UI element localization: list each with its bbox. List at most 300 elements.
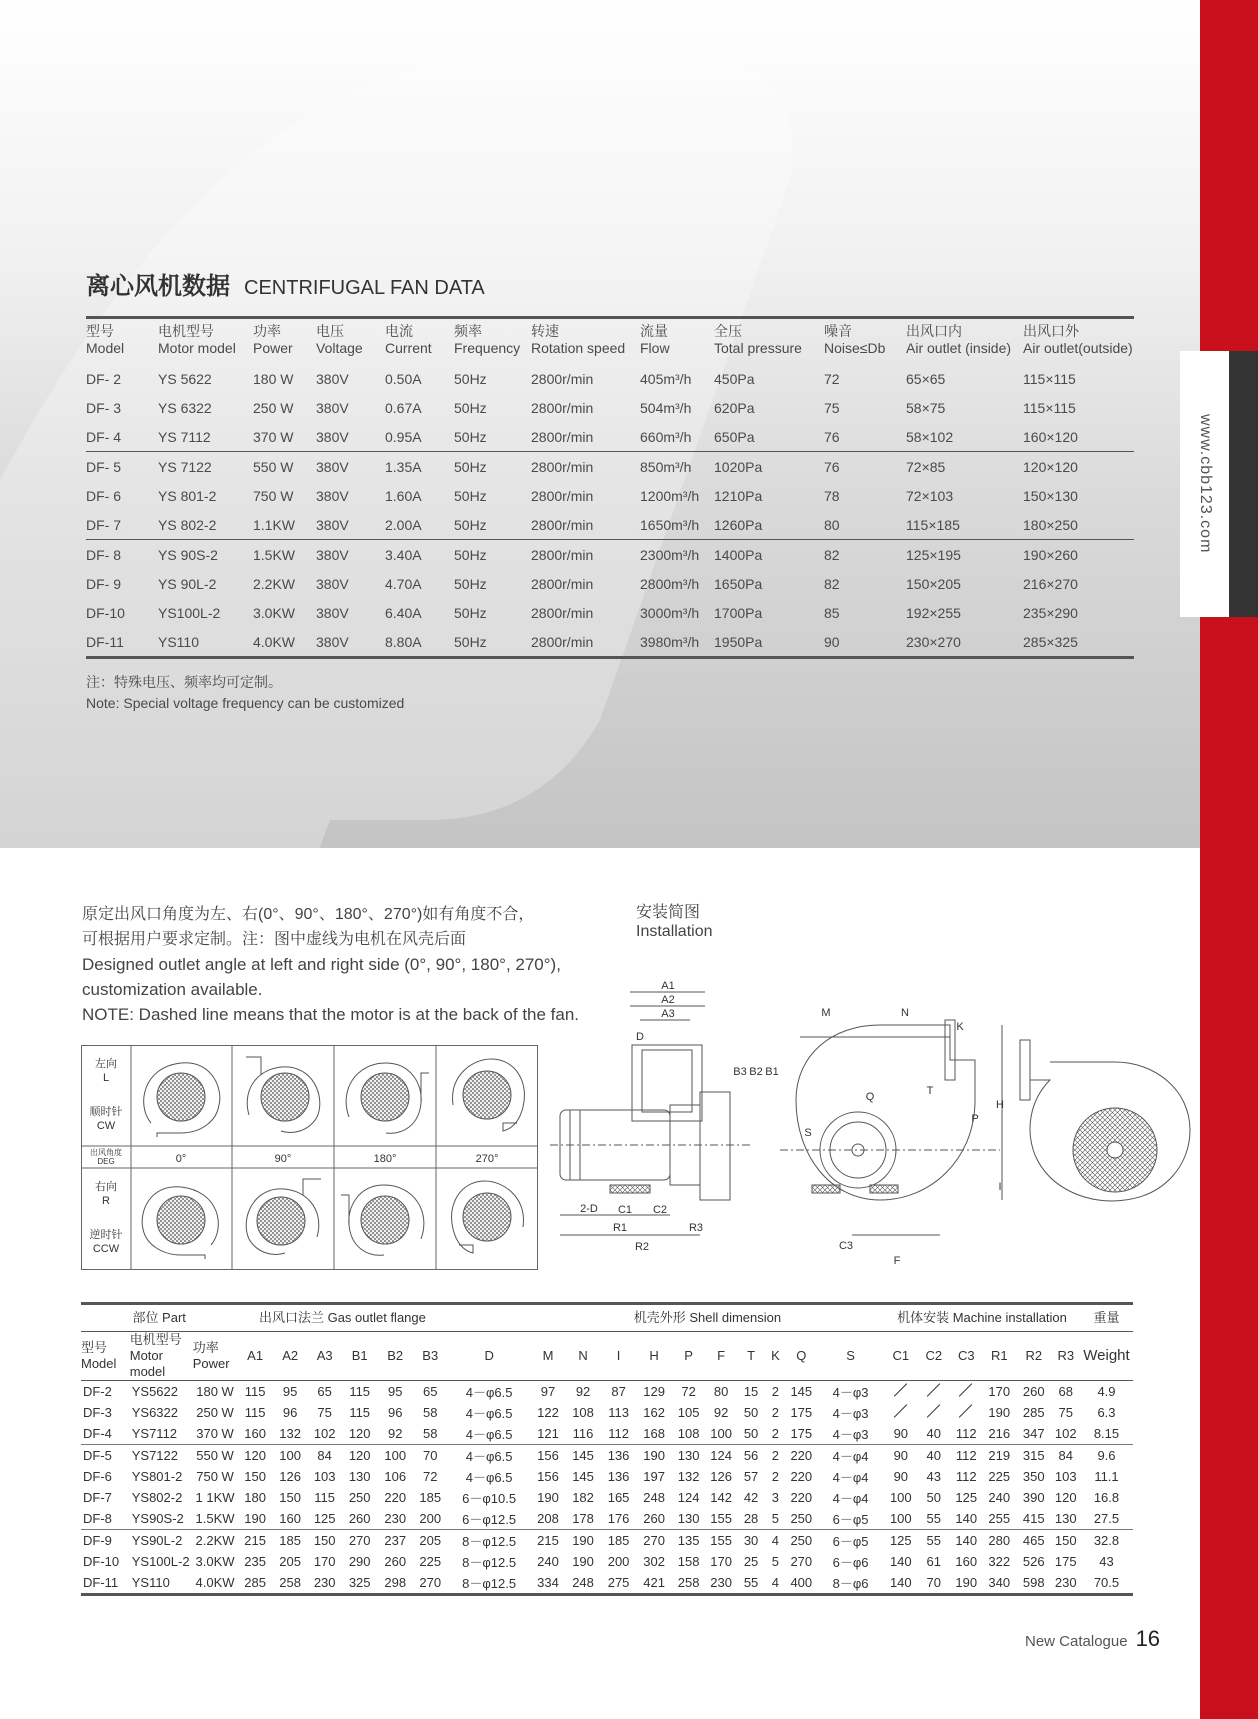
table-cell: 115×185	[906, 510, 1023, 540]
table-cell: 235	[244, 1554, 266, 1569]
dim-c3: C3	[838, 1240, 854, 1252]
table-cell: 150	[313, 1533, 336, 1548]
table-cell: 5	[771, 1554, 780, 1569]
table-cell: 8.15	[1080, 1423, 1133, 1445]
table-cell: 350	[1022, 1469, 1045, 1484]
table-cell: 200	[413, 1508, 448, 1530]
table-cell: 347	[1016, 1423, 1052, 1445]
table-row	[86, 393, 1134, 422]
table-cell: 258	[273, 1572, 308, 1595]
dim-r3: R3	[688, 1222, 704, 1234]
table-cell: DF- 8	[86, 546, 121, 563]
table-cell: 2800r/min	[531, 487, 594, 504]
dim-b1: B1	[765, 1066, 779, 1078]
table-cell: 302	[643, 1554, 665, 1569]
table-cell: 120	[342, 1423, 378, 1445]
table-row	[86, 627, 1134, 658]
table-cell: 270	[348, 1533, 371, 1548]
dim-a3: A3	[661, 1008, 675, 1020]
table-cell: 2	[771, 1405, 780, 1420]
table-row	[86, 569, 1134, 598]
table-cell: DF- 6	[86, 487, 121, 504]
table-cell: YS802-2	[131, 1490, 183, 1505]
table-cell: 50Hz	[454, 458, 487, 475]
table-cell: 250	[786, 1508, 817, 1530]
table-cell: 176	[601, 1508, 637, 1530]
table-cell: 4	[771, 1533, 780, 1548]
table-cell: 140	[950, 1508, 982, 1530]
table-cell: YS 802-2	[158, 510, 253, 540]
table-row	[81, 1445, 1133, 1467]
table-cell: 150	[279, 1490, 301, 1505]
table-cell: 50Hz	[454, 422, 531, 452]
table-cell: 92	[575, 1384, 591, 1399]
table-cell: 258	[672, 1572, 706, 1595]
table-cell: 4－φ6.5	[465, 1385, 513, 1400]
table-cell: 72	[423, 1469, 438, 1484]
table-cell: 230×270	[906, 627, 1023, 658]
table-cell: 4－φ3	[832, 1385, 869, 1400]
section-title-en: CENTRIFUGAL FAN DATA	[244, 277, 485, 299]
table-cell: 750 W	[253, 487, 294, 504]
table-cell: 90	[884, 1423, 918, 1445]
dimension-group-header	[81, 1304, 1133, 1332]
column-header: B1	[342, 1332, 378, 1381]
table-cell: 105	[677, 1405, 700, 1420]
column-header: R1	[983, 1332, 1017, 1381]
table-cell: 100	[889, 1490, 912, 1505]
table-cell: 175	[786, 1423, 817, 1445]
table-cell: 75	[824, 399, 840, 416]
table-cell: 72	[681, 1384, 696, 1399]
table-cell: 106	[384, 1469, 407, 1484]
angle-270: 270°	[475, 1153, 499, 1165]
table-cell: 190×260	[1023, 546, 1078, 563]
slash-mark	[893, 1404, 909, 1418]
table-cell: 156	[537, 1448, 559, 1463]
column-header: A1	[237, 1332, 273, 1381]
column-header: T	[737, 1332, 765, 1381]
table-cell: 100	[705, 1423, 736, 1445]
table-cell: 145	[572, 1469, 594, 1484]
table-cell: 205	[279, 1554, 301, 1569]
table-cell: 108	[672, 1423, 706, 1445]
table-cell: 1020Pa	[714, 458, 763, 475]
table-cell: 78	[824, 487, 840, 504]
table-cell: 50	[737, 1423, 765, 1445]
table-cell: 185	[279, 1533, 301, 1548]
table-cell: 598	[1016, 1572, 1052, 1595]
table-cell: 2	[771, 1469, 780, 1484]
table-cell: 178	[565, 1508, 601, 1530]
table-cell: 6－φ5	[817, 1508, 884, 1530]
note-en: Note: Special voltage frequency can be customized	[86, 695, 405, 711]
table-cell: 4.70A	[385, 575, 422, 592]
dim-d: D	[636, 1031, 644, 1043]
table-row	[81, 1423, 1133, 1445]
table-cell: 504m³/h	[640, 399, 692, 416]
side-url: www.cbb123.com	[1197, 414, 1214, 554]
table-cell: 1650m³/h	[640, 510, 714, 540]
column-header: Q	[786, 1332, 817, 1381]
table-cell: 450Pa	[714, 370, 755, 387]
table-cell: 160	[237, 1423, 273, 1445]
table-cell: 270	[790, 1554, 813, 1569]
dim-k: K	[956, 1021, 964, 1033]
table-cell: 8－φ12.5	[462, 1555, 517, 1570]
table-cell: 160×120	[1023, 422, 1134, 452]
table-cell	[918, 1381, 950, 1403]
table-cell: YS 7112	[158, 422, 253, 452]
dim-p: P	[971, 1113, 979, 1125]
table-cell: 4	[765, 1572, 785, 1595]
table-cell: 220	[384, 1490, 407, 1505]
column-header: F	[705, 1332, 736, 1381]
column-header: B2	[377, 1332, 413, 1381]
table-cell: 465	[1022, 1533, 1045, 1548]
cw-label-en: CW	[96, 1120, 116, 1132]
page-number: 16	[1135, 1626, 1161, 1651]
table-cell	[884, 1402, 918, 1423]
table-cell: 225	[419, 1554, 442, 1569]
table-cell: 250 W	[253, 399, 294, 416]
table-cell: 2	[771, 1384, 780, 1399]
table-cell: 4－φ4	[832, 1449, 869, 1464]
group-flange: 出风口法兰 Gas outlet flange	[237, 1304, 447, 1332]
description-en-3: NOTE: Dashed line means that the motor is at the back of the fan.	[82, 1005, 580, 1024]
table-cell: DF-7	[83, 1490, 112, 1505]
table-cell: 16.8	[1093, 1490, 1120, 1505]
table-cell: 275	[601, 1572, 637, 1595]
table-row	[81, 1466, 1133, 1487]
table-cell: 80	[824, 510, 906, 540]
table-cell: DF-9	[83, 1533, 112, 1548]
left-label-en: L	[102, 1072, 110, 1084]
header-cell: 功率 Power	[253, 323, 293, 356]
header-cell: 流量 Flow	[640, 323, 670, 356]
right-label-en: R	[102, 1195, 110, 1207]
fan-housing-front	[796, 1025, 975, 1200]
column-header: A3	[307, 1332, 342, 1381]
description-en-1: Designed outlet angle at left and right side (0°, 90°, 180°, 270°),	[82, 955, 561, 974]
ccw-label-cn: 逆时针	[89, 1229, 123, 1241]
column-header: D	[448, 1332, 531, 1381]
table-row	[81, 1530, 1133, 1552]
table-cell: 0.67A	[385, 399, 422, 416]
table-cell: 415	[1016, 1508, 1052, 1530]
column-header: M	[531, 1332, 566, 1381]
table-cell: 190	[572, 1533, 594, 1548]
installation-en: Installation	[636, 923, 713, 940]
dim-h: H	[996, 1099, 1004, 1111]
table-cell: 76	[824, 422, 906, 452]
table-cell: 208	[531, 1508, 566, 1530]
table-cell: 3.0KW	[195, 1554, 235, 1569]
table-cell: 150	[1054, 1533, 1077, 1548]
table-cell: 2800r/min	[531, 575, 594, 592]
table-cell: 170	[988, 1384, 1011, 1399]
fan-icon-r180	[341, 1185, 424, 1255]
table-cell: 4－φ4	[832, 1470, 869, 1485]
table-row	[81, 1402, 1133, 1423]
table-cell: 112	[955, 1469, 977, 1484]
table-cell: 115	[244, 1384, 266, 1399]
table-cell: 219	[988, 1448, 1011, 1463]
table-cell: 120	[1054, 1490, 1077, 1505]
table-cell: DF-3	[83, 1405, 112, 1420]
table-cell: DF-8	[81, 1508, 130, 1530]
table-cell: 240	[988, 1490, 1011, 1505]
table-row	[86, 422, 1134, 452]
table-cell: 126	[710, 1469, 732, 1484]
table-cell: 216	[983, 1423, 1017, 1445]
table-cell: 115	[244, 1405, 266, 1420]
table-cell: 5	[765, 1508, 785, 1530]
table-cell: 92	[377, 1423, 413, 1445]
note-cn: 注：特殊电压、频率均可定制。	[86, 674, 282, 690]
table-cell: 160	[273, 1508, 308, 1530]
table-cell: 100	[884, 1508, 918, 1530]
table-cell: 2	[771, 1448, 780, 1463]
column-header: R2	[1016, 1332, 1052, 1381]
table-cell: 42	[743, 1490, 759, 1505]
table-cell: 315	[1022, 1448, 1045, 1463]
table-cell: 340	[983, 1572, 1017, 1595]
table-cell: 130	[348, 1469, 371, 1484]
table-cell: 190	[988, 1405, 1011, 1420]
table-cell: 112	[955, 1448, 977, 1463]
table-cell: 185	[419, 1490, 442, 1505]
table-cell: 112	[950, 1423, 982, 1445]
table-cell: 4－φ3	[817, 1423, 884, 1445]
table-cell: 4－φ6.5	[448, 1423, 531, 1445]
dim-n: N	[901, 1007, 909, 1019]
dim-m: M	[821, 1007, 831, 1019]
table-cell: 370 W	[253, 422, 316, 452]
table-cell: 100	[384, 1448, 407, 1463]
table-cell: 1210Pa	[714, 487, 763, 504]
description-cn-1: 原定出风口角度为左、右(0°、90°、180°、270°)如有角度不合，	[82, 906, 535, 923]
fan-icon-l180	[346, 1063, 429, 1133]
table-cell: 3980m³/h	[640, 627, 714, 658]
table-cell: 380V	[316, 510, 385, 540]
column-header: C3	[950, 1332, 982, 1381]
table-cell: 4－φ6.5	[465, 1470, 513, 1485]
table-cell: 180 W	[253, 370, 294, 387]
table-cell: 380V	[316, 487, 349, 504]
table-cell: 130	[677, 1448, 700, 1463]
table-cell: 298	[377, 1572, 413, 1595]
table-cell: DF-11	[81, 1572, 130, 1595]
table-cell: 248	[565, 1572, 601, 1595]
table-row	[81, 1508, 1133, 1530]
table-cell: DF-6	[83, 1469, 112, 1484]
table-row	[86, 598, 1134, 627]
header-cell: 出风口外 Air outlet(outside)	[1023, 323, 1133, 356]
table-cell	[950, 1381, 982, 1403]
table-row	[81, 1381, 1133, 1403]
table-cell: 2800r/min	[531, 627, 640, 658]
table-row	[81, 1487, 1133, 1508]
angle-0: 0°	[175, 1153, 187, 1165]
table-cell: 50Hz	[454, 575, 487, 592]
table-cell: 6－φ10.5	[462, 1491, 517, 1506]
header-cell: 转速 Rotation speed	[531, 323, 626, 356]
column-header: A2	[273, 1332, 308, 1381]
column-header: C1	[884, 1332, 918, 1381]
table-cell: YS 7122	[158, 458, 212, 475]
table-cell: 103	[313, 1469, 336, 1484]
column-header: B3	[413, 1332, 448, 1381]
table-cell: YS90S-2	[130, 1508, 193, 1530]
table-cell: 170	[710, 1554, 732, 1569]
angle-180: 180°	[373, 1153, 397, 1165]
table-cell: 8－φ6	[817, 1572, 884, 1595]
table-cell: 145	[572, 1448, 594, 1463]
table-cell: 380V	[316, 604, 349, 621]
table-cell: 526	[1022, 1554, 1045, 1569]
header-cell: 噪音 Noise≤Db	[824, 323, 886, 356]
table-cell: 190	[643, 1448, 665, 1463]
table-cell: 255	[983, 1508, 1017, 1530]
header-cell: 出风口内 Air outlet (inside)	[906, 323, 1012, 356]
table-cell: 58	[423, 1405, 438, 1420]
table-cell: 175	[1054, 1554, 1077, 1569]
table-cell: 322	[988, 1554, 1011, 1569]
table-cell: 6－φ5	[832, 1534, 869, 1549]
table-cell: 90	[824, 627, 906, 658]
column-header: C2	[918, 1332, 950, 1381]
table-cell: 2300m³/h	[640, 546, 700, 563]
table-cell: 132	[677, 1469, 700, 1484]
table-cell: 180×250	[1023, 510, 1134, 540]
table-cell: 1.1KW	[253, 510, 316, 540]
right-label-cn: 右向	[95, 1181, 117, 1193]
table-cell: 4－φ3	[832, 1406, 869, 1421]
custom-note	[86, 672, 404, 714]
table-cell: 75	[1058, 1405, 1073, 1420]
table-cell: 380V	[316, 370, 349, 387]
table-cell: 129	[643, 1384, 665, 1399]
header-cell: 型号 Model	[86, 323, 125, 356]
table-cell: 850m³/h	[640, 458, 692, 475]
table-cell: 43	[926, 1469, 942, 1484]
table-cell: 58	[413, 1423, 448, 1445]
table-cell: 2800r/min	[531, 422, 640, 452]
table-cell: YS110	[130, 1572, 193, 1595]
table-cell: 162	[643, 1405, 665, 1420]
table-cell: YS 5622	[158, 370, 212, 387]
table-cell: 55	[737, 1572, 765, 1595]
table-cell: 190	[537, 1490, 559, 1505]
table-cell: YS100L-2	[131, 1554, 190, 1569]
table-cell: 230	[377, 1508, 413, 1530]
table-cell: 180	[244, 1490, 266, 1505]
table-cell: 50Hz	[454, 370, 487, 387]
table-cell: 280	[988, 1533, 1011, 1548]
table-cell: 130	[672, 1508, 706, 1530]
table-cell: 95	[282, 1384, 298, 1399]
table-cell: YS110	[158, 627, 253, 658]
table-cell: 103	[1054, 1469, 1077, 1484]
table-cell: 82	[824, 546, 840, 563]
table-cell: 8.80A	[385, 627, 454, 658]
table-cell: 6.3	[1097, 1405, 1116, 1420]
table-cell: 380V	[316, 546, 349, 563]
table-cell: 6－φ12.5	[448, 1508, 531, 1530]
table-cell: 125×195	[906, 546, 961, 563]
table-cell: YS90L-2	[131, 1533, 183, 1548]
table-cell: 84	[1058, 1448, 1073, 1463]
table-cell: 285	[237, 1572, 273, 1595]
fan-icon-r0	[142, 1187, 218, 1259]
table-cell: 400	[786, 1572, 817, 1595]
table-cell: 126	[279, 1469, 301, 1484]
table-cell: 190	[572, 1554, 594, 1569]
table-cell: 113	[608, 1405, 629, 1420]
column-header: H	[636, 1332, 672, 1381]
table-cell: 150×130	[1023, 487, 1078, 504]
col-model: 型号 Model	[81, 1332, 130, 1381]
table-cell: 27.5	[1080, 1508, 1133, 1530]
table-cell: 136	[607, 1448, 630, 1463]
table-cell: 158	[677, 1554, 700, 1569]
table-cell: 65	[317, 1384, 332, 1399]
table-cell: 50Hz	[454, 604, 487, 621]
table-cell: 50Hz	[454, 546, 487, 563]
table-cell: 70	[423, 1448, 438, 1463]
table-cell: 215	[244, 1533, 266, 1548]
table-cell: 380V	[316, 458, 349, 475]
table-cell: 68	[1058, 1384, 1073, 1399]
table-cell: 140	[884, 1572, 918, 1595]
table-cell: 115×115	[1023, 399, 1076, 416]
table-cell: 220	[790, 1448, 813, 1463]
table-row	[86, 540, 1134, 570]
table-cell: 2800r/min	[531, 458, 594, 475]
table-cell: 57	[743, 1469, 759, 1484]
table-cell: 50Hz	[454, 487, 487, 504]
angle-90: 90°	[274, 1153, 292, 1165]
fan-housing-side	[700, 1092, 730, 1200]
table-cell: 0.95A	[385, 422, 454, 452]
table-cell: 135	[677, 1533, 700, 1548]
table-cell: 55	[918, 1508, 950, 1530]
table-cell: 235×290	[1023, 604, 1078, 621]
column-header: S	[817, 1332, 884, 1381]
table-cell: 50	[743, 1405, 759, 1420]
table-cell: 165	[607, 1490, 630, 1505]
table-cell: 1.35A	[385, 458, 422, 475]
table-cell: DF-2	[83, 1384, 112, 1399]
table-cell: 120×120	[1023, 458, 1078, 475]
table-cell: 150	[244, 1469, 266, 1484]
table-cell: 72	[824, 370, 840, 387]
table-cell: 9.6	[1097, 1448, 1116, 1463]
table-cell: 1 1KW	[195, 1490, 235, 1505]
table-cell: 270	[643, 1533, 665, 1548]
table-cell: 4－φ4	[832, 1491, 869, 1506]
cw-label-cn: 顺时针	[89, 1106, 123, 1118]
table-cell: 2800r/min	[531, 604, 594, 621]
table-cell: 550 W	[196, 1448, 234, 1463]
description-cn-2: 可根据用户要求定制。注：图中虚线为电机在风壳后面	[82, 931, 467, 948]
table-cell: 620Pa	[714, 399, 755, 416]
table-cell: 2800r/min	[531, 510, 640, 540]
fan-icon-r90	[246, 1179, 321, 1254]
table-cell: 130	[1052, 1508, 1080, 1530]
table-cell: 70	[918, 1572, 950, 1595]
